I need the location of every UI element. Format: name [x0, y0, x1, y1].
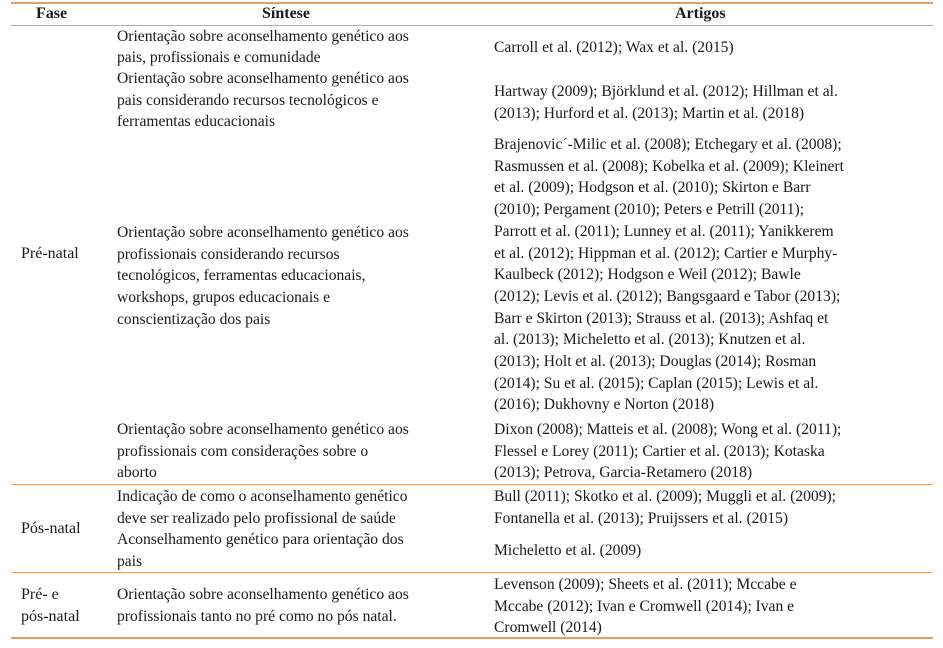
fase-pre-e-pos-natal: Pré- e pós-natal [21, 586, 80, 625]
sintese-cell: Orientação sobre aconselhamento genético aos profissionais tanto no pré como no pós natal. [117, 586, 409, 625]
header-rule [11, 25, 933, 26]
top-rule [11, 2, 933, 4]
header-artigos: Artigos [675, 5, 726, 22]
sintese-cell: Orientação sobre aconselhamento genético aos pais, profissionais e comunidade [117, 28, 409, 66]
fase-pos-natal: Pós-natal [21, 520, 81, 537]
artigos-cell: Micheletto et al. (2009) [494, 542, 642, 559]
section-rule-1 [11, 484, 933, 485]
header-sintese: Síntese [262, 5, 310, 22]
artigos-cell: Hartway (2009); Björklund et al. (2012); Hillman et al. (2013); Hurford et al. (2013); Martin et al. (2018) [494, 83, 838, 122]
fase-pre-natal: Pré-natal [21, 245, 79, 262]
sintese-cell: Orientação sobre aconselhamento genético aos profissionais com considerações sobre o aborto [117, 421, 409, 482]
artigos-cell: Levenson (2009); Sheets et al. (2011); Mccabe e Mccabe (2012); Ivan e Cromwell (2014); Ivan e Cromwell (2014) [494, 576, 797, 637]
artigos-cell: Carroll et al. (2012); Wax et al. (2015) [494, 39, 734, 56]
sintese-cell: Aconselhamento genético para orientação dos pais [117, 531, 404, 570]
artigos-cell: Brajenovic´-Milic et al. (2008); Etchegary et al. (2008); Rasmussen et al. (2008); Kobelka et al. (2009); Kleinert et al. (2009); Hodgson et al. (2010); Skirton e Barr (2010); Pergament (2010); Peters e Petrill (2011); Parrott et al. (2011); Lunney et al. (2011); Yanikkerem et al. (2012); Hippman et al. (2012); Cartier e Murphy- Kaulbeck (2012); Hodgson e Weil (2012); Bawle (2012); Levis et al. (2012); Bangsgaard e Tabor (2013); Barr e Skirton (2013); Strauss et al. (2013); Ashfaq et al. (2013); Micheletto et al. (2013); Knutzen et al. (2013); Holt et al. (2013); Douglas (2014); Rosman (2014); Su et al. (2015); Caplan (2015); Lewis et al. (2016); Dukhovny e Norton (2018) [494, 136, 844, 414]
sintese-cell: Orientação sobre aconselhamento genético aos pais considerando recursos tecnológicos e ferramentas educacionais [117, 70, 409, 131]
sintese-cell: Orientação sobre aconselhamento genético aos profissionais considerando recursos tecnológicos, ferramentas educacionais, workshops, grupos educacionais e conscientização dos pais [117, 224, 409, 328]
header-fase: Fase [36, 5, 68, 22]
artigos-cell: Bull (2011); Skotko et al. (2009); Muggli et al. (2009); Fontanella et al. (2013); Pruijssers et al. (2015) [494, 488, 837, 527]
artigos-cell: Dixon (2008); Matteis et al. (2008); Wong et al. (2011); Flessel e Lorey (2011); Cartier et al. (2013); Kotaska (2013); Petrova, Garcia-Retamero (2018) [494, 421, 842, 482]
sintese-cell: Indicação de como o aconselhamento genético deve ser realizado pelo profissional de saúde [117, 488, 408, 527]
